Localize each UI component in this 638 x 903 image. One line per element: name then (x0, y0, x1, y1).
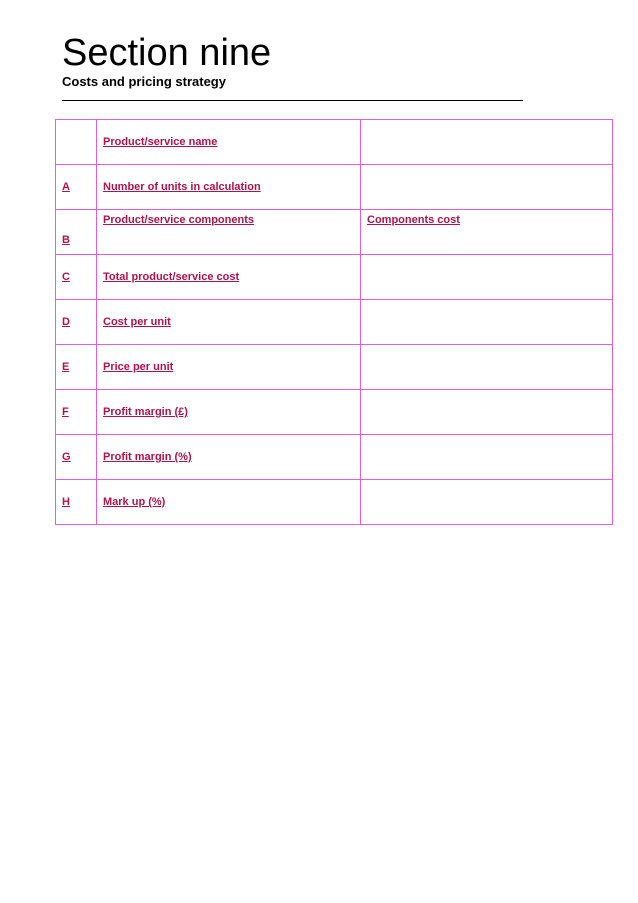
row-letter-d: D (62, 316, 70, 328)
mark-up-field[interactable] (361, 480, 613, 525)
page-subtitle: Costs and pricing strategy (62, 74, 226, 89)
row-letter-e: E (62, 361, 70, 373)
row-letter-cell (56, 390, 97, 435)
profit-margin-percent-label: Profit margin (%) (103, 451, 192, 463)
table-row-c (56, 255, 613, 300)
row-letter-cell (56, 210, 97, 255)
row-letter-cell (56, 435, 97, 480)
row-letter-f: F (62, 406, 69, 418)
table-row-product-name (56, 120, 613, 165)
row-letter-cell (56, 480, 97, 525)
profit-margin-gbp-field[interactable] (361, 390, 613, 435)
row-label-cell (97, 345, 361, 390)
row-letter-a: A (62, 181, 70, 193)
table-row-e (56, 345, 613, 390)
row-label-cell (97, 435, 361, 480)
table-row-h (56, 480, 613, 525)
table-row-d (56, 300, 613, 345)
cost-per-unit-field[interactable] (361, 300, 613, 345)
total-cost-field[interactable] (361, 255, 613, 300)
price-per-unit-field[interactable] (361, 345, 613, 390)
components-label: Product/service components (103, 214, 254, 226)
units-in-calculation-label: Number of units in calculation (103, 181, 261, 193)
mark-up-label: Mark up (%) (103, 496, 166, 508)
row-label-cell (97, 255, 361, 300)
units-in-calculation-field[interactable] (361, 165, 613, 210)
row-letter-cell (56, 120, 97, 165)
title-divider (62, 100, 523, 101)
table-row-b (56, 210, 613, 255)
costs-pricing-table (55, 119, 613, 525)
total-cost-label: Total product/service cost (103, 271, 240, 283)
profit-margin-gbp-label: Profit margin (£) (103, 406, 188, 418)
row-letter-cell (56, 255, 97, 300)
row-letter-cell (56, 165, 97, 210)
row-label-cell (97, 165, 361, 210)
row-label-cell (97, 120, 361, 165)
row-label-cell (97, 390, 361, 435)
row-letter-h: H (62, 496, 70, 508)
profit-margin-percent-field[interactable] (361, 435, 613, 480)
components-cost-cell[interactable] (361, 210, 613, 255)
table-row-a (56, 165, 613, 210)
table-row-g (56, 435, 613, 480)
price-per-unit-label: Price per unit (103, 361, 174, 373)
product-service-name-field[interactable] (361, 120, 613, 165)
components-cost-label: Components cost (367, 214, 460, 226)
product-service-name-label: Product/service name (103, 136, 218, 148)
table-row-f (56, 390, 613, 435)
row-letter-cell (56, 300, 97, 345)
row-letter-c: C (62, 271, 70, 283)
row-label-cell (97, 210, 361, 255)
cost-per-unit-label: Cost per unit (103, 316, 171, 328)
row-letter-g: G (62, 451, 71, 463)
row-letter-b: B (62, 234, 70, 246)
row-label-cell (97, 480, 361, 525)
row-letter-cell (56, 345, 97, 390)
row-label-cell (97, 300, 361, 345)
page-title: Section nine (62, 32, 272, 74)
